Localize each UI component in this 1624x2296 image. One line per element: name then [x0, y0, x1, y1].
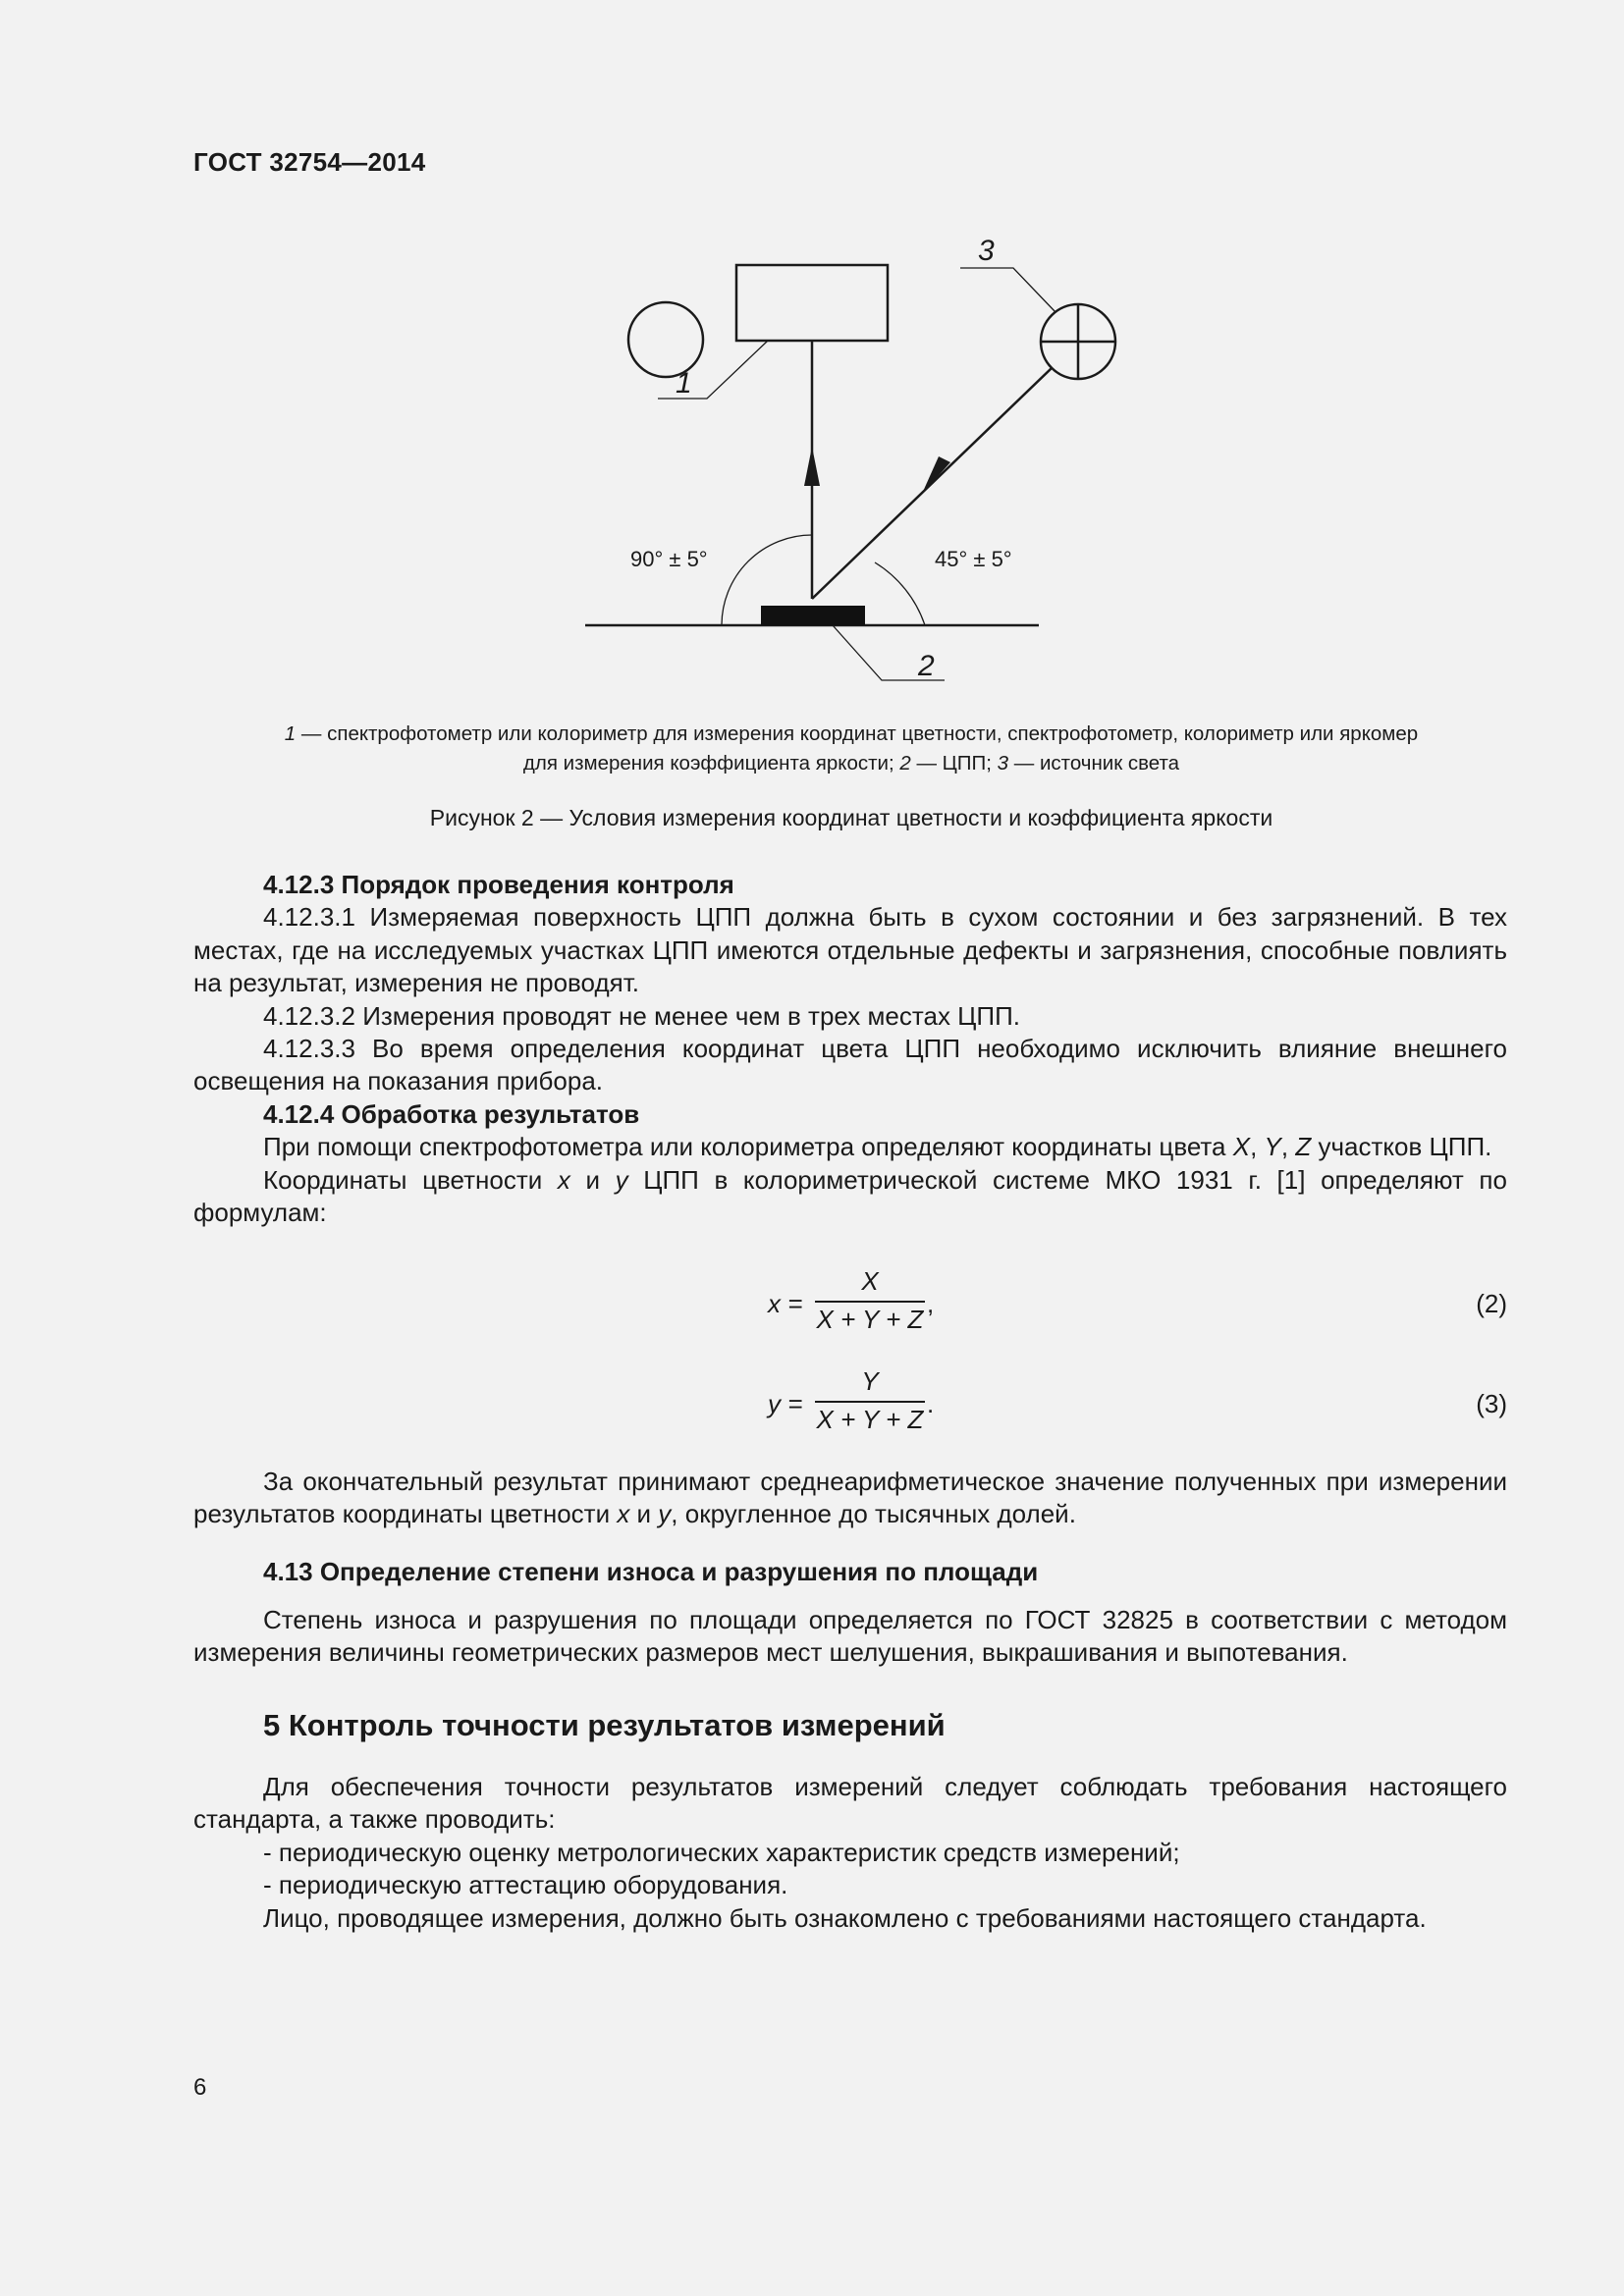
- legend-num-3: 3: [997, 752, 1009, 774]
- label-2: 2: [918, 650, 935, 682]
- para-4-12-4-2: [193, 1164, 1507, 1230]
- legend-text-2c: — источник света: [1008, 752, 1180, 774]
- formula-2-number: (2): [1476, 1289, 1507, 1318]
- para-4-12-4-2-text-b: ЦПП в колориметрической системе МКО 1931 г. [1] определяют по формулам:: [193, 1164, 1507, 1228]
- figure-legend: [193, 720, 1509, 778]
- para-4-12-4-2-text-a: Координаты цветности: [263, 1164, 558, 1195]
- conj-and: и: [569, 1164, 616, 1195]
- para-4-12-4-1-text-a: При помощи спектрофотометра или колориметра определяют координаты цвета: [263, 1132, 1233, 1162]
- para-4-12-3-3: 4.12.3.3 Во время определения координат цвета ЦПП необходимо исключить влияние внешнего освещения на показания прибора.: [193, 1034, 1507, 1096]
- document-header: ГОСТ 32754—2014: [193, 147, 426, 177]
- formula-3-numerator: Y: [861, 1366, 879, 1396]
- para-5-1: Для обеспечения точности результатов измерений следует соблюдать требования настоящего стандарта, а также проводить:: [193, 1772, 1507, 1835]
- var-Y: Y: [1264, 1132, 1281, 1162]
- section-5-block: [193, 1771, 1507, 1935]
- formula-3-fraction: [815, 1366, 925, 1435]
- para-4-12-3-1: 4.12.3.1 Измеряемая поверхность ЦПП должна быть в сухом состоянии и без загрязнений. В тех местах, где на исследуемых участках ЦПП имеются отдельные дефекты и загрязнения, способные повлиять на результат, измерения не проводят.: [193, 902, 1507, 998]
- list-item-1: - периодическую оценку метрологических характеристик средств измерений;: [263, 1837, 1180, 1867]
- legend-line-1: [193, 720, 1509, 749]
- list-item-2: - периодическую аттестацию оборудования.: [263, 1870, 788, 1900]
- page-number: 6: [193, 2074, 207, 2101]
- label-3: 3: [978, 235, 995, 267]
- label-3-leader-line: [960, 268, 1056, 312]
- incident-ray-group: [805, 353, 1060, 609]
- label-1: 1: [676, 367, 692, 400]
- legend-num-1: 1: [284, 722, 297, 745]
- formula-3-number: (3): [1476, 1389, 1507, 1418]
- formula-2-numerator: X: [861, 1266, 879, 1296]
- legend-text-2b: — ЦПП;: [910, 752, 998, 774]
- angle-90-label: 90° ± 5°: [630, 547, 708, 571]
- formula-2-denominator: X + Y + Z: [816, 1305, 924, 1334]
- sample-block: [761, 606, 865, 625]
- var-x: x: [557, 1164, 570, 1195]
- para-final-result: [193, 1466, 1507, 1531]
- formula-2-punct: ,: [927, 1289, 935, 1318]
- legend-num-2: 2: [899, 752, 911, 774]
- incident-ray: [812, 368, 1052, 599]
- heading-4-12-4: 4.12.4 Обработка результатов: [263, 1098, 640, 1129]
- heading-4-12-3: 4.12.3 Порядок проведения контроля: [263, 870, 734, 899]
- final-result-text-b: , округленное до тысячных долей.: [671, 1499, 1076, 1529]
- formula-3: [193, 1366, 1507, 1445]
- legend-text-2a: для измерения коэффициента яркости;: [522, 752, 900, 774]
- legend-line-2: [193, 749, 1509, 778]
- legend-text-1: — спектрофотометр или колориметр для измерения координат цветности, спектрофотометр, колориметр или яркомер: [296, 722, 1419, 745]
- formula-2-fraction: [815, 1266, 925, 1335]
- final-var-x: x: [617, 1499, 630, 1529]
- sep-1: ,: [1250, 1132, 1265, 1162]
- formula-2: [193, 1266, 1507, 1345]
- heading-section-5: 5 Контроль точности результатов измерений: [263, 1708, 946, 1742]
- incident-arrow-head: [922, 456, 950, 494]
- figure-caption: Рисунок 2 — Условия измерения координат цветности и коэффициента яркости: [429, 805, 1273, 830]
- formula-2-lhs: x =: [768, 1289, 803, 1318]
- section-4-12-block: [193, 869, 1507, 1229]
- angle-45-label: 45° ± 5°: [935, 547, 1012, 571]
- para-4-13: Степень износа и разрушения по площади определяется по ГОСТ 32825 в соответствии с методом измерения величины геометрических размеров мест шелушения, выкрашивания и выпотевания.: [193, 1605, 1507, 1668]
- heading-4-13: 4.13 Определение степени износа и разрушения по площади: [263, 1557, 1039, 1586]
- formula-3-denominator: X + Y + Z: [816, 1405, 924, 1434]
- formula-3-lhs: y =: [768, 1389, 803, 1418]
- formula-3-punct: .: [927, 1389, 935, 1418]
- final-result-text-a: За окончательный результат принимают среднеарифметическое значение полученных при измерении результатов координаты цветности: [193, 1467, 1507, 1529]
- var-y: y: [615, 1164, 628, 1195]
- final-conj-and: и: [629, 1499, 659, 1529]
- para-4-12-4-1: [193, 1131, 1507, 1163]
- para-5-2: Лицо, проводящее измерения, должно быть ознакомлено с требованиями настоящего стандарта.: [263, 1902, 1427, 1933]
- para-4-12-4-1-text-b: участков ЦПП.: [1311, 1132, 1492, 1162]
- var-X: X: [1232, 1132, 1251, 1162]
- sep-2: ,: [1280, 1132, 1296, 1162]
- light-source-icon: [628, 302, 703, 377]
- para-4-12-3-2: 4.12.3.2 Измерения проводят не менее чем в трех местах ЦПП.: [263, 1000, 1020, 1031]
- final-var-y: y: [658, 1499, 672, 1529]
- final-result-block: [193, 1466, 1507, 1531]
- spectrophotometer-box: [736, 265, 888, 341]
- section-4-13-block: [193, 1556, 1507, 1588]
- section-4-13-para-block: [193, 1604, 1507, 1670]
- var-Z: Z: [1295, 1132, 1312, 1162]
- label-1-leader: [658, 341, 768, 399]
